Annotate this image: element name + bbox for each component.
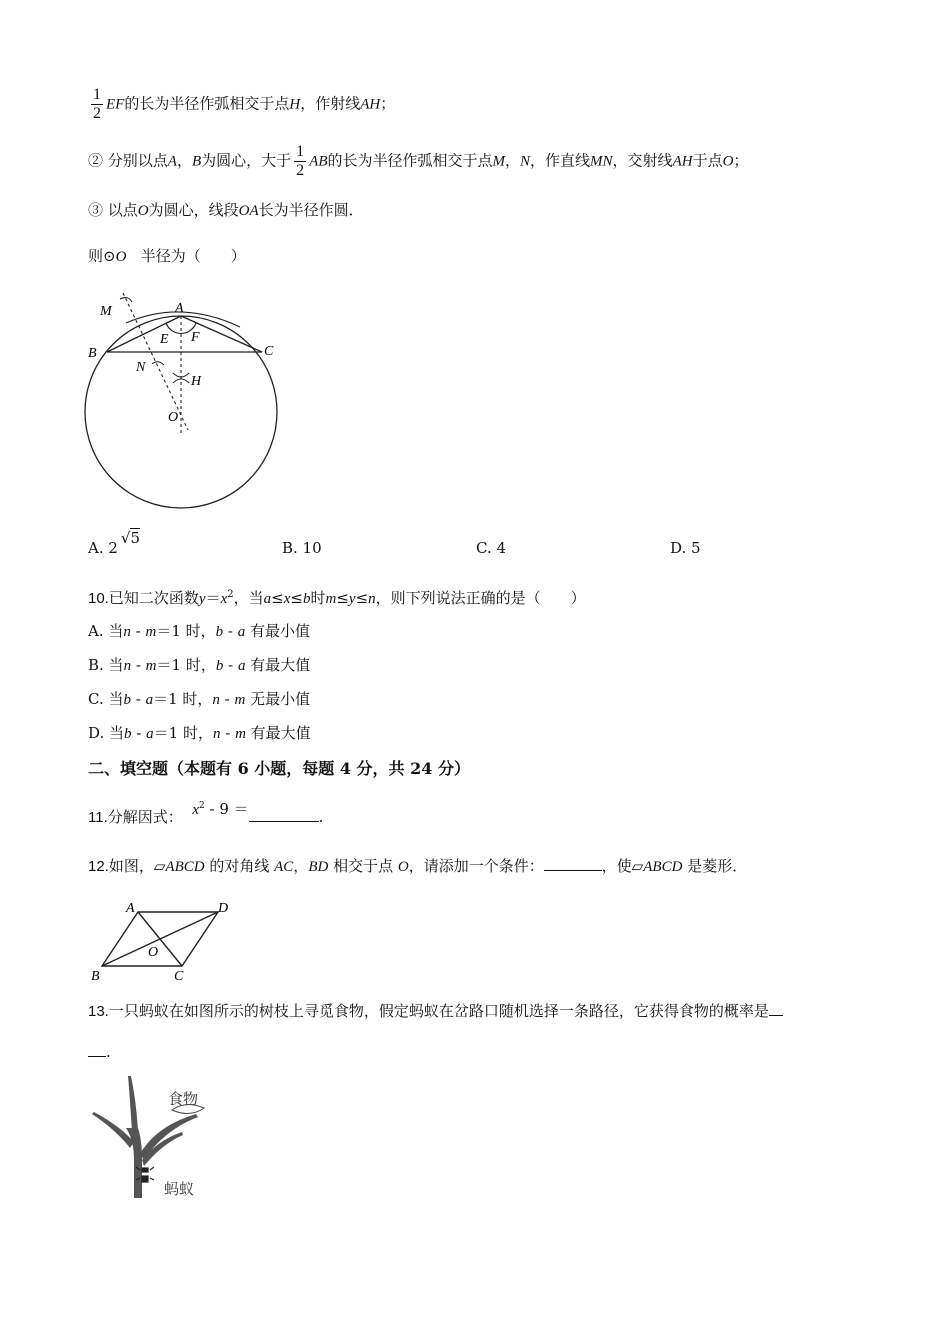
label-f: F <box>191 330 200 345</box>
label-m: M <box>100 304 112 319</box>
q10-stem: 10.已知二次函数$y=x^2$，当a≤x≤b时m≤y≤n，则下列说法正确的是（ ） <box>88 589 586 607</box>
q10-option-b: B. 当n - m＝1 时，b - a 有最大值 <box>88 656 311 674</box>
label-c: C <box>174 969 184 984</box>
label-o: O <box>148 945 159 960</box>
label-h: H <box>191 374 202 389</box>
label-e: E <box>160 332 169 347</box>
label-o: O <box>168 410 179 425</box>
label-b: B <box>88 346 97 361</box>
label-a: A <box>175 301 184 316</box>
q9-option-b: B. 10 <box>282 539 322 557</box>
q11-answer-blank[interactable] <box>249 805 319 822</box>
q13-branch-figure <box>86 1070 236 1210</box>
label-food: 食物 <box>168 1092 199 1108</box>
q13-answer-blank-continued[interactable] <box>88 1040 106 1057</box>
label-d: D <box>218 901 229 916</box>
segment-ab <box>107 316 181 352</box>
q13-answer-blank[interactable] <box>769 999 783 1016</box>
q13-line1: 13.一只蚂蚁在如图所示的树枝上寻觅食物，假定蚂蚁在岔路口随机选择一条路径，它获得食物的概率是 <box>88 999 783 1022</box>
q10-option-c: C. 当b - a＝1 时，n - m 无最小值 <box>88 690 311 708</box>
q9-circle-figure <box>80 285 290 515</box>
label-n: N <box>136 360 146 375</box>
label-c: C <box>264 344 274 359</box>
label-ant: 蚂蚁 <box>164 1182 195 1198</box>
q9-option-c: C. 4 <box>476 539 507 557</box>
q12-answer-blank[interactable] <box>544 854 602 871</box>
q11: 11.分解因式： $x^2 - 9$ ＝ . <box>88 800 324 826</box>
sqrt-symbol: √5 <box>120 529 141 547</box>
label-b: B <box>91 969 100 984</box>
q12: 12.如图，▱ABCD 的对角线 AC，BD 相交于点 O，请添加一个条件： ，使▱ABCD 是菱形． <box>88 854 747 877</box>
label-a: A <box>126 901 135 916</box>
q9-option-d: D. 5 <box>670 539 701 557</box>
arc-mark-n <box>152 362 164 365</box>
q10-option-a: A. 当n - m＝1 时，b - a 有最小值 <box>88 622 311 640</box>
q9-step3: ③ 以点O为圆心，线段OA长为半径作圆． <box>88 201 364 219</box>
branch-upper <box>128 1076 138 1132</box>
q10-option-d: D. 当b - a＝1 时，n - m 有最大值 <box>88 724 311 742</box>
q9-step1-tail: $\frac{1}{2}$ EF的长为半径作弧相交于点H，作射线AH； <box>93 86 396 122</box>
fraction-half: $\frac{1}{2}$ <box>93 86 101 122</box>
fraction-half: $\frac{1}{2}$ <box>296 143 305 179</box>
q13-line2: . <box>88 1040 111 1062</box>
q9-option-a: A. 2√5 <box>88 529 141 557</box>
q12-parallelogram-figure <box>86 898 236 988</box>
q9-question: 则⊙O 半径为（ ） <box>88 247 246 265</box>
section-heading: 二、填空题（本题有 6 小题，每题 4 分，共 24 分） <box>88 759 470 778</box>
q9-step2: ② 分别以点A，B为圆心，大于 $\frac{1}{2}$ AB的长为半径作弧相交于点M，N，作直线MN，交射线AH于点O； <box>88 143 749 179</box>
